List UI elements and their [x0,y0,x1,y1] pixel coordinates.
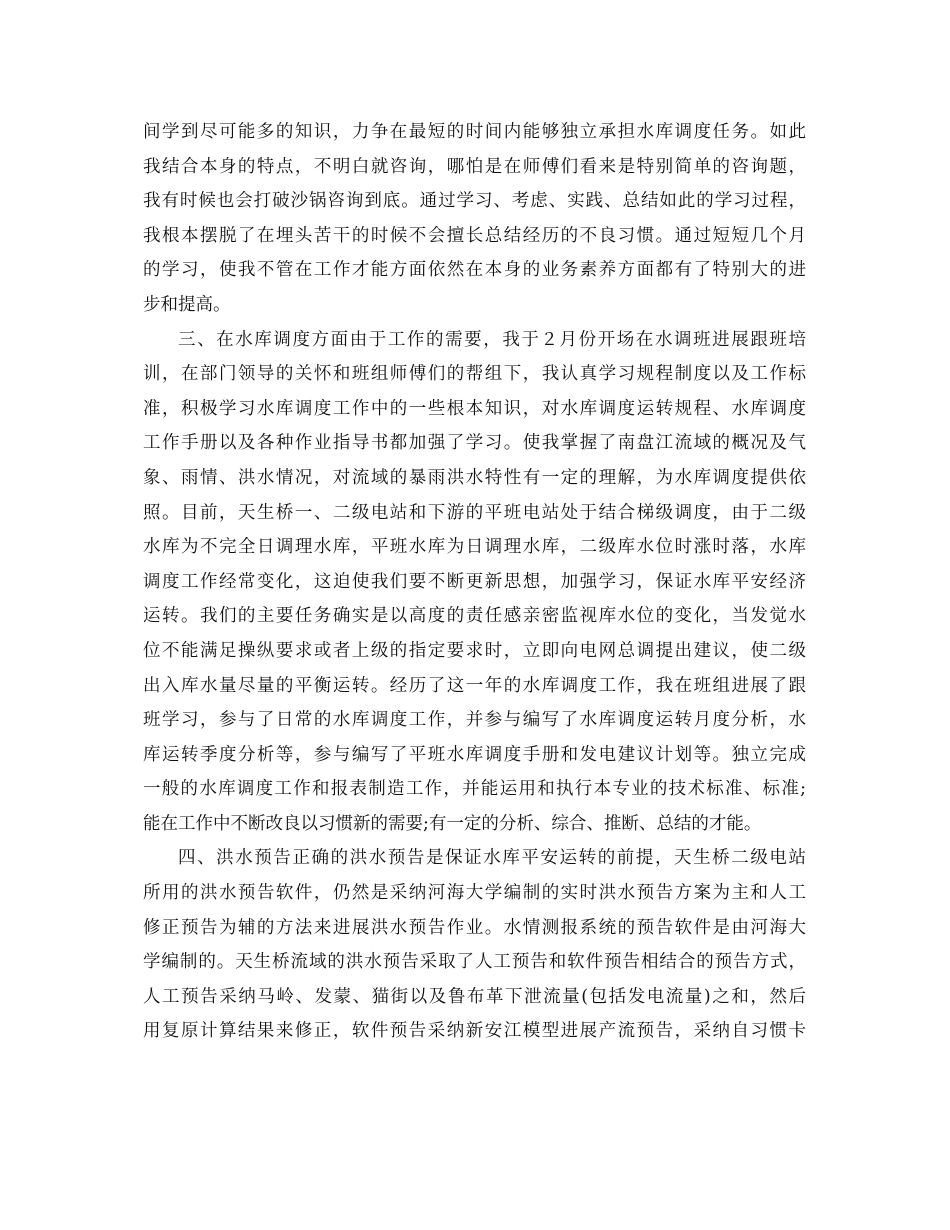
text-line: 所用的洪水预告软件，仍然是采纳河海大学编制的实时洪水预告方案为主和人工 [143,883,806,904]
text-line: 训，在部门领导的关怀和班组师傅们的帮组下，我认真学习规程制度以及工作标 [143,364,806,385]
text-line: 我有时候也会打破沙锅咨询到底。通过学习、考虑、实践、总结如此的学习过程， [143,191,806,212]
text-line: 修正预告为辅的方法来进展洪水预告作业。水情测报系统的预告软件是由河海大 [143,917,806,938]
text-line: 步和提高。 [143,294,231,315]
paragraph-section-four [143,841,806,1049]
text-line: 库运转季度分析等，参与编写了平班水库调度手册和发电建议计划等。独立完成 [143,744,806,765]
text-line: 的学习，使我不管在工作才能方面依然在本身的业务素养方面都有了特别大的进 [143,260,806,281]
text-line: 象、雨情、洪水情况，对流域的暴雨洪水特性有一定的理解，为水库调度提供依 [143,467,806,488]
text-line: 四、洪水预告正确的洪水预告是保证水库平安运转的前提，天生桥二级电站 [178,848,806,869]
text-line: 准，积极学习水库调度工作中的一些根本知识，对水库调度运转规程、水库调度 [143,398,806,419]
text-line: 我结合本身的特点，不明白就咨询，哪怕是在师傅们看来是特别简单的咨询题， [143,156,806,177]
text-line: 调度工作经常变化，这迫使我们要不断更新思想，加强学习，保证水库平安经济 [143,571,806,592]
paragraph-section-three [143,323,806,842]
text-line: 照。目前，天生桥一、二级电站和下游的平班电站处于结合梯级调度，由于二级 [143,502,806,523]
paragraph-continued [143,115,806,323]
text-line: 三、在水库调度方面由于工作的需要，我于２月份开场在水调班进展跟班培 [178,329,806,350]
text-line: 运转。我们的主要任务确实是以高度的责任感亲密监视库水位的变化，当发觉水 [143,606,806,627]
text-line: 间学到尽可能多的知识，力争在最短的时间内能够独立承担水库调度任务。如此 [143,122,806,142]
text-line: 出入库水量尽量的平衡运转。经历了这一年的水库调度工作，我在班组进展了跟 [143,675,806,696]
document-body [143,115,806,1049]
text-line: 学编制的。天生桥流域的洪水预告采取了人工预告和软件预告相结合的预告方式， [143,952,806,973]
text-line: 水库为不完全日调理水库，平班水库为日调理水库，二级库水位时涨时落，水库 [143,537,806,558]
text-line: 班学习，参与了日常的水库调度工作，并参与编写了水库调度运转月度分析，水 [143,710,806,731]
text-line: 能在工作中不断改良以习惯新的需要;有一定的分析、综合、推断、总结的才能。 [143,813,762,834]
text-line: 我根本摆脱了在埋头苦干的时候不会擅长总结经历的不良习惯。通过短短几个月 [143,225,806,246]
text-line: 人工预告采纳马岭、发蒙、猫街以及鲁布革下泄流量(包括发电流量)之和，然后 [143,986,806,1007]
text-line: 工作手册以及各种作业指导书都加强了学习。使我掌握了南盘江流域的概况及气 [143,433,806,454]
text-line: 一般的水库调度工作和报表制造工作，并能运用和执行本专业的技术标准、标准; [143,779,806,800]
text-line: 用复原计算结果来修正，软件预告采纳新安江模型进展产流预告，采纳自习惯卡 [143,1021,806,1042]
text-line: 位不能满足操纵要求或者上级的指定要求时，立即向电网总调提出建议，使二级 [143,640,806,661]
